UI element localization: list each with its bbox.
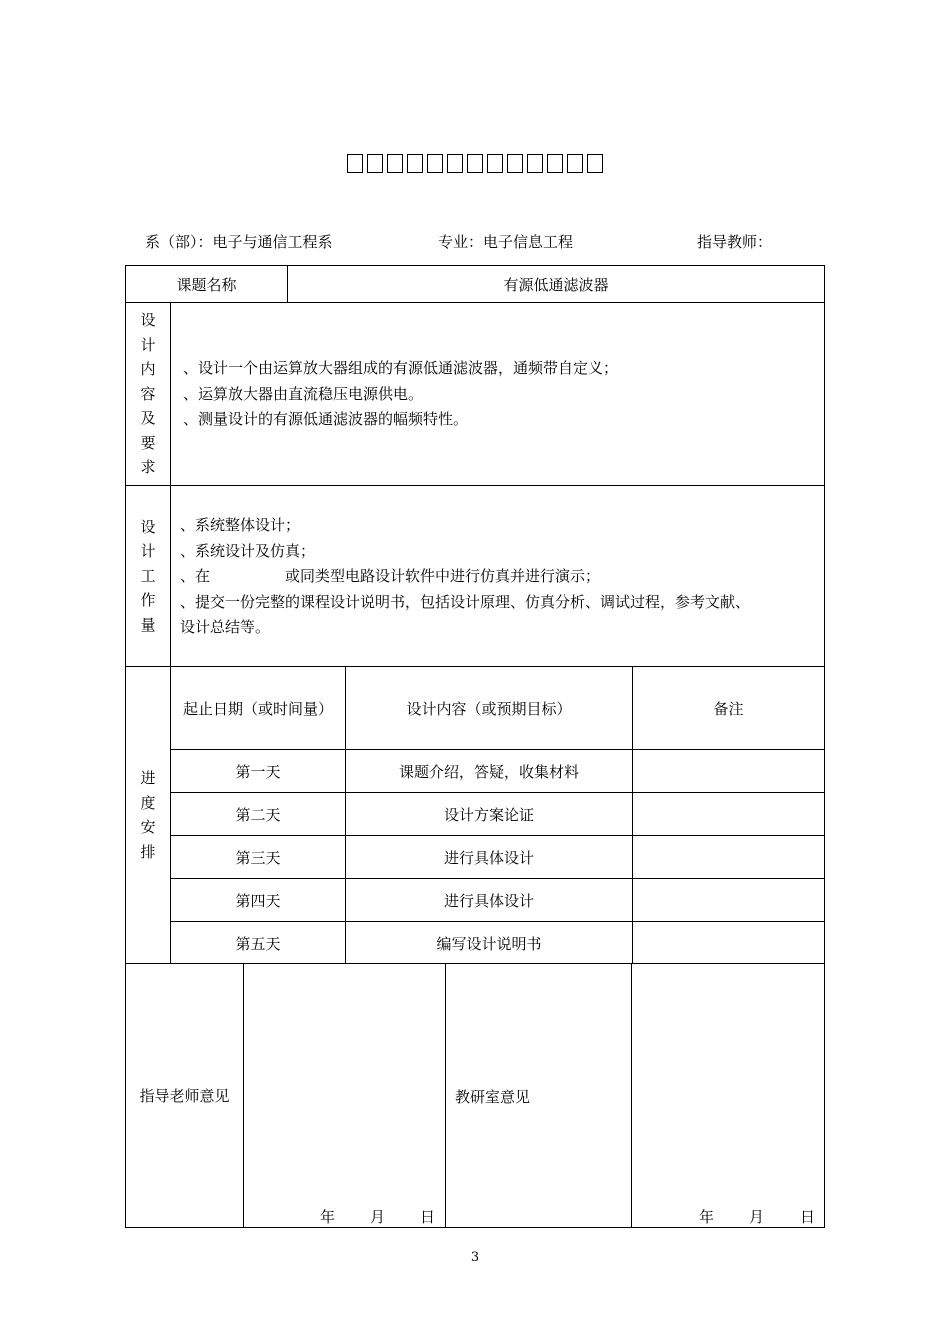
vertical-label-char: 要 — [140, 433, 156, 452]
office-date-day: 日 — [800, 1208, 816, 1226]
page-number: 3 — [470, 1250, 480, 1265]
schedule-row-note — [633, 836, 824, 878]
title-glyph-box — [507, 154, 523, 173]
vertical-label-char: 内 — [140, 360, 156, 379]
requirements-text — [183, 356, 618, 433]
schedule-header-note: 备注 — [713, 699, 744, 718]
vertical-label-char: 安 — [140, 818, 156, 836]
title-glyph-box — [407, 154, 423, 173]
advisor-opinion-label: 指导老师意见 — [139, 1087, 230, 1105]
title-glyph-box — [547, 154, 563, 173]
vertical-label-char: 作 — [140, 591, 156, 610]
schedule-header-content: 设计内容（或预期目标） — [406, 699, 572, 718]
text-line: 、运算放大器由直流稳压电源供电。 — [183, 384, 424, 403]
major-field: 专业：电子信息工程 — [438, 233, 574, 251]
schedule-row-content: 进行具体设计 — [443, 891, 534, 910]
vertical-label-char: 计 — [140, 542, 156, 561]
title-glyph-box — [427, 154, 443, 173]
schedule-row-note — [633, 750, 824, 792]
text-line: 、系统设计及仿真； — [180, 541, 316, 560]
schedule-header-date: 起止日期（或时间量） — [182, 699, 333, 718]
vertical-label-char: 设 — [140, 517, 156, 536]
vertical-label-char: 进 — [140, 769, 156, 787]
title-glyph-box — [367, 154, 383, 173]
schedule-row-content: 编写设计说明书 — [436, 934, 542, 953]
text-line: 、在 或同类型电路设计软件中进行仿真并进行演示； — [180, 567, 601, 585]
title-glyph-box — [467, 154, 483, 173]
advisor-date-year: 年 — [320, 1208, 336, 1226]
topic-value: 有源低通滤波器 — [503, 275, 609, 294]
schedule-row-note — [633, 879, 824, 921]
vertical-label-char: 量 — [140, 615, 156, 634]
text-line: 、测量设计的有源低通滤波器的幅频特性。 — [183, 410, 469, 428]
title-glyph-box — [447, 154, 463, 173]
schedule-row-note — [633, 793, 824, 835]
office-date-year: 年 — [699, 1208, 715, 1226]
text-line: 、设计一个由运算放大器组成的有源低通滤波器，通频带自定义； — [183, 359, 619, 377]
vertical-label-char: 计 — [140, 335, 156, 354]
vertical-label-char: 工 — [140, 566, 156, 585]
vertical-label-char: 求 — [140, 458, 156, 477]
schedule-row-content: 设计方案论证 — [443, 805, 534, 824]
text-line: 设计总结等。 — [180, 618, 271, 636]
schedule-row-day: 第一天 — [235, 762, 281, 781]
office-opinion-label: 教研室意见 — [455, 1088, 531, 1106]
schedule-row-note — [633, 922, 824, 964]
schedule-row-content: 进行具体设计 — [443, 848, 534, 867]
title-glyph-box — [587, 154, 603, 173]
department-field: 系（部）：电子与通信工程系 — [145, 233, 333, 251]
title-glyph-box — [347, 154, 363, 173]
vertical-label-char: 排 — [140, 842, 156, 861]
advisor-date-day: 日 — [420, 1208, 436, 1226]
text-line: 、系统整体设计； — [180, 516, 301, 534]
title-glyph-box — [387, 154, 403, 173]
page-title — [0, 152, 950, 173]
schedule-row-day: 第五天 — [235, 934, 281, 953]
workload-text — [180, 513, 750, 641]
text-line: 、提交一份完整的课程设计说明书，包括设计原理、仿真分析、调试过程，参考文献、 — [180, 592, 751, 611]
office-date-month: 月 — [749, 1208, 765, 1226]
schedule-row-day: 第四天 — [235, 891, 281, 910]
vertical-label-char: 及 — [140, 409, 156, 428]
vertical-label-char: 设 — [140, 311, 156, 330]
title-glyph-box — [567, 154, 583, 173]
workload-label — [126, 486, 170, 666]
advisor-field: 指导教师： — [697, 233, 773, 251]
requirements-label — [126, 303, 170, 485]
vertical-label-char: 度 — [140, 793, 156, 812]
schedule-row-content: 课题介绍，答疑，收集材料 — [398, 762, 579, 781]
advisor-date-month: 月 — [370, 1208, 386, 1226]
topic-label: 课题名称 — [176, 275, 237, 294]
title-glyph-box — [527, 154, 543, 173]
title-glyph-box — [487, 154, 503, 173]
vertical-label-char: 容 — [140, 384, 156, 403]
schedule-row-day: 第三天 — [235, 848, 281, 867]
schedule-label — [126, 667, 170, 963]
schedule-row-day: 第二天 — [235, 805, 281, 824]
